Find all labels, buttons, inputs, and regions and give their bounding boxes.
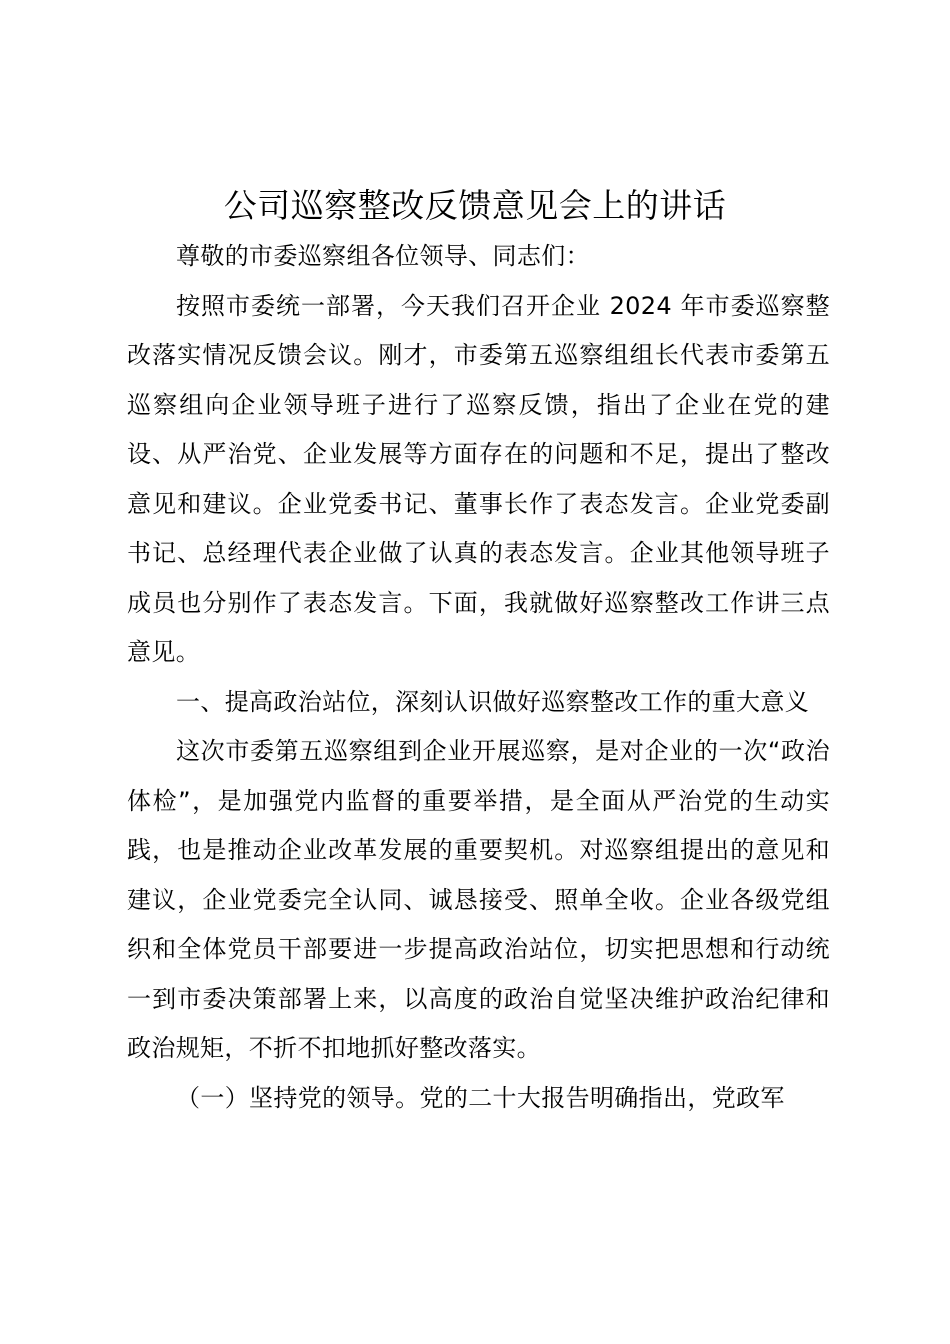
document-body	[127, 232, 830, 1123]
subsection-heading-1: （一）坚持党的领导。党的二十大报告明确指出，党政军	[176, 1083, 785, 1112]
document-title: 公司巡察整改反馈意见会上的讲话	[223, 186, 727, 225]
paragraph-section-1: 这次市委第五巡察组到企业开展巡察，是对企业的一次“政治体检”，是加强党内监督的重要举措，是全面从严治党的生动实践，也是推动企业改革发展的重要契机。对巡察组提出的意见和建议，企业党委完全认同、诚恳接受、照单全收。企业各级党组织和全体党员干部要进一步提高政治站位，切实把思想和行动统一到市委决策部署上来，以高度的政治自觉坚决维护政治纪律和政治规矩，不折不扣地抓好整改落实。	[127, 737, 830, 1062]
section-heading-1: 一、提高政治站位，深刻认识做好巡察整改工作的重大意义	[176, 687, 810, 716]
paragraph-intro: 按照市委统一部署，今天我们召开企业 2024 年市委巡察整改落实情况反馈会议。刚才，市委第五巡察组组长代表市委第五巡察组向企业领导班子进行了巡察反馈，指出了企业在党的建设、从严治党、企业发展等方面存在的问题和不足，提出了整改意见和建议。企业党委书记、董事长作了表态发言。企业党委副书记、总经理代表企业做了认真的表态发言。企业其他领导班子成员也分别作了表态发言。下面，我就做好巡察整改工作讲三点意见。	[127, 291, 830, 666]
salutation: 尊敬的市委巡察组各位领导、同志们：	[176, 242, 590, 270]
